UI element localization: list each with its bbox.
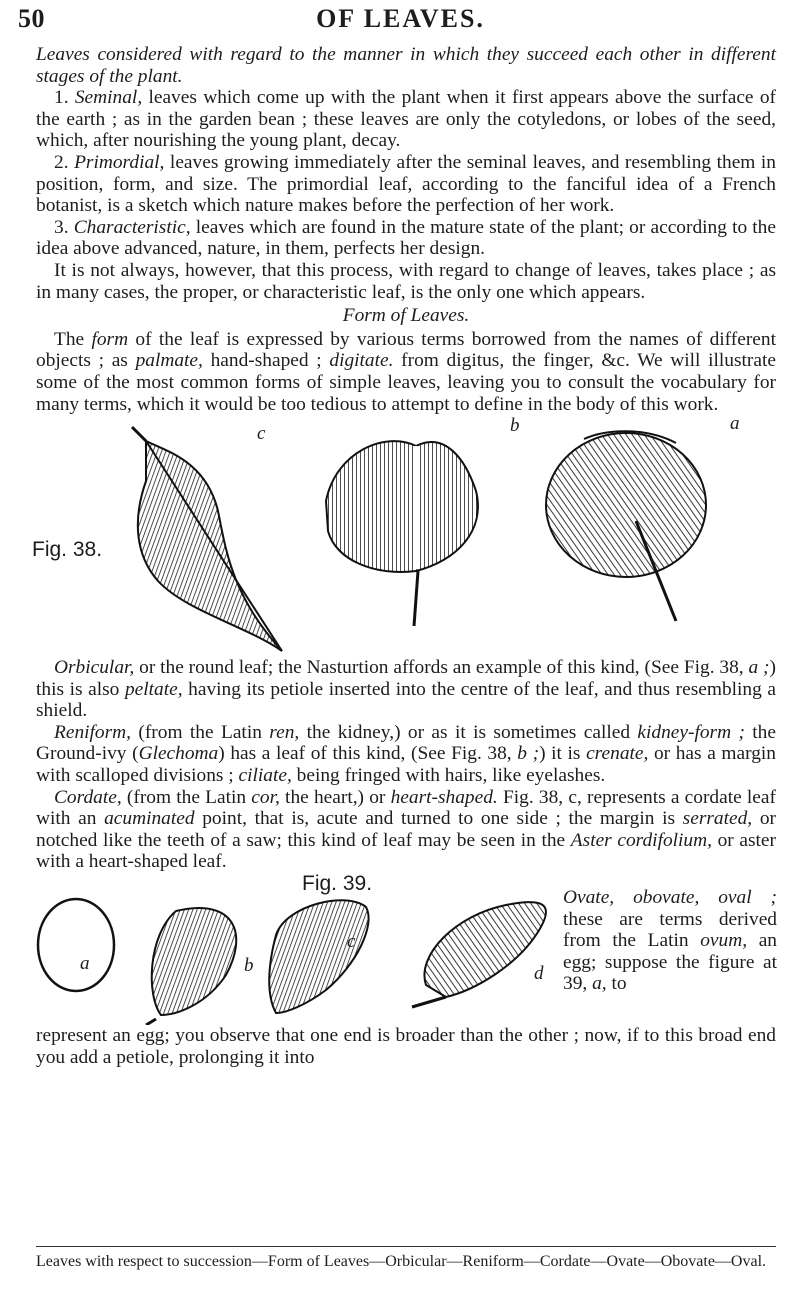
figure-38 xyxy=(32,413,776,653)
figure-39-illustration xyxy=(36,895,556,1025)
figure-38-letter-b: b xyxy=(510,415,520,437)
orbicular-leaf xyxy=(546,431,706,621)
figure-39-label: Fig. 39. xyxy=(302,872,373,896)
ovate-side-text: Ovate, obovate, oval ; these are terms derived from the Latin ovum, an egg; suppose the figure at 39, a, to xyxy=(563,887,777,995)
figure-38-letter-c: c xyxy=(257,423,266,445)
figure-39 xyxy=(36,887,777,1025)
figure-39-letter-b: b xyxy=(244,955,254,977)
footer-summary: Leaves with respect to succession—Form of Leaves—Orbicular—Reniform—Cordate—Ovate—Obovate—Oval. xyxy=(36,1246,776,1271)
ovate-leaf xyxy=(152,908,237,1015)
figure-39-letter-c: c xyxy=(347,931,356,953)
item-primordial: 2. Primordial, leaves growing immediately after the seminal leaves, and resembling them in position, form, and size. The primordial leaf, according to the fanciful idea of a French botanist, is a sketch which nature makes before the perfection of her work. xyxy=(36,151,776,217)
section-caption: Leaves considered with regard to the manner in which they succeed each other in different stages of the plant. xyxy=(36,44,776,87)
paragraph-reniform: Reniform, (from the Latin ren, the kidney,) or as it is sometimes called kidney-form ; the Ground-ivy (Glechoma) has a leaf of this kind, (See Fig. 38, b ;) it is crenate, or has a margin with scalloped divisions ; ciliate, being fringed with hairs, like eyelashes. xyxy=(36,721,776,787)
page-body xyxy=(32,44,777,1068)
figure-39-letter-a: a xyxy=(80,953,90,975)
form-heading: Form of Leaves. xyxy=(342,305,470,327)
paragraph-form: The form of the leaf is expressed by various terms borrowed from the names of different objects ; as palmate, hand-shaped ; digitate. from digitus, the finger, &c. We will illustrate some of the most common forms of simple leaves, leaving you to consult the vocabulary for many terms, which it would be too tedious to attempt to define in the body of this work. xyxy=(36,328,776,415)
figure-38-letter-a: a xyxy=(730,413,740,435)
figure-39-letter-d: d xyxy=(534,963,544,985)
paragraph-orbicular: Orbicular, or the round leaf; the Nasturtion affords an example of this kind, (See Fig. 38, a ;) this is also peltate, having its petiole inserted into the centre of the leaf, and thus resembling a shield. xyxy=(36,657,776,722)
figure-38-label: Fig. 38. xyxy=(32,538,103,562)
oval-leaf xyxy=(424,902,546,997)
figure-38-illustration xyxy=(36,421,776,653)
item-characteristic: 3. Characteristic, leaves which are found in the mature state of the plant; or according to the idea above advanced, nature, in them, perfects her design. xyxy=(36,216,776,260)
cordate-leaf xyxy=(132,427,282,651)
paragraph-however: It is not always, however, that this process, with regard to change of leaves, takes place ; as in many cases, the proper, or characteristic leaf, is the only one which appears. xyxy=(36,259,776,303)
page-number: 50 xyxy=(18,4,45,33)
ovate-outline xyxy=(38,899,114,991)
page-header xyxy=(0,4,801,44)
paragraph-ovate-continued: represent an egg; you observe that one end is broader than the other ; now, if to this broad end you add a petiole, prolonging it into xyxy=(36,1025,776,1068)
item-seminal: 1. Seminal, leaves which come up with the plant when it first appears above the surface of the earth ; as in the garden bean ; these leaves are only the cotyledons, or lobes of the seed, which, after nourishing the young plant, decay. xyxy=(36,87,776,152)
paragraph-cordate: Cordate, (from the Latin cor, the heart,) or heart-shaped. Fig. 38, c, represents a cordate leaf with an acuminated point, that is, acute and turned to one side ; the margin is serrated, or notched like the teeth of a saw; this kind of leaf may be seen in the Aster cordifolium, or aster with a heart-shaped leaf. xyxy=(36,786,776,873)
obovate-leaf xyxy=(269,900,368,1013)
reniform-leaf xyxy=(326,441,478,626)
running-title: OF LEAVES. xyxy=(316,4,485,33)
